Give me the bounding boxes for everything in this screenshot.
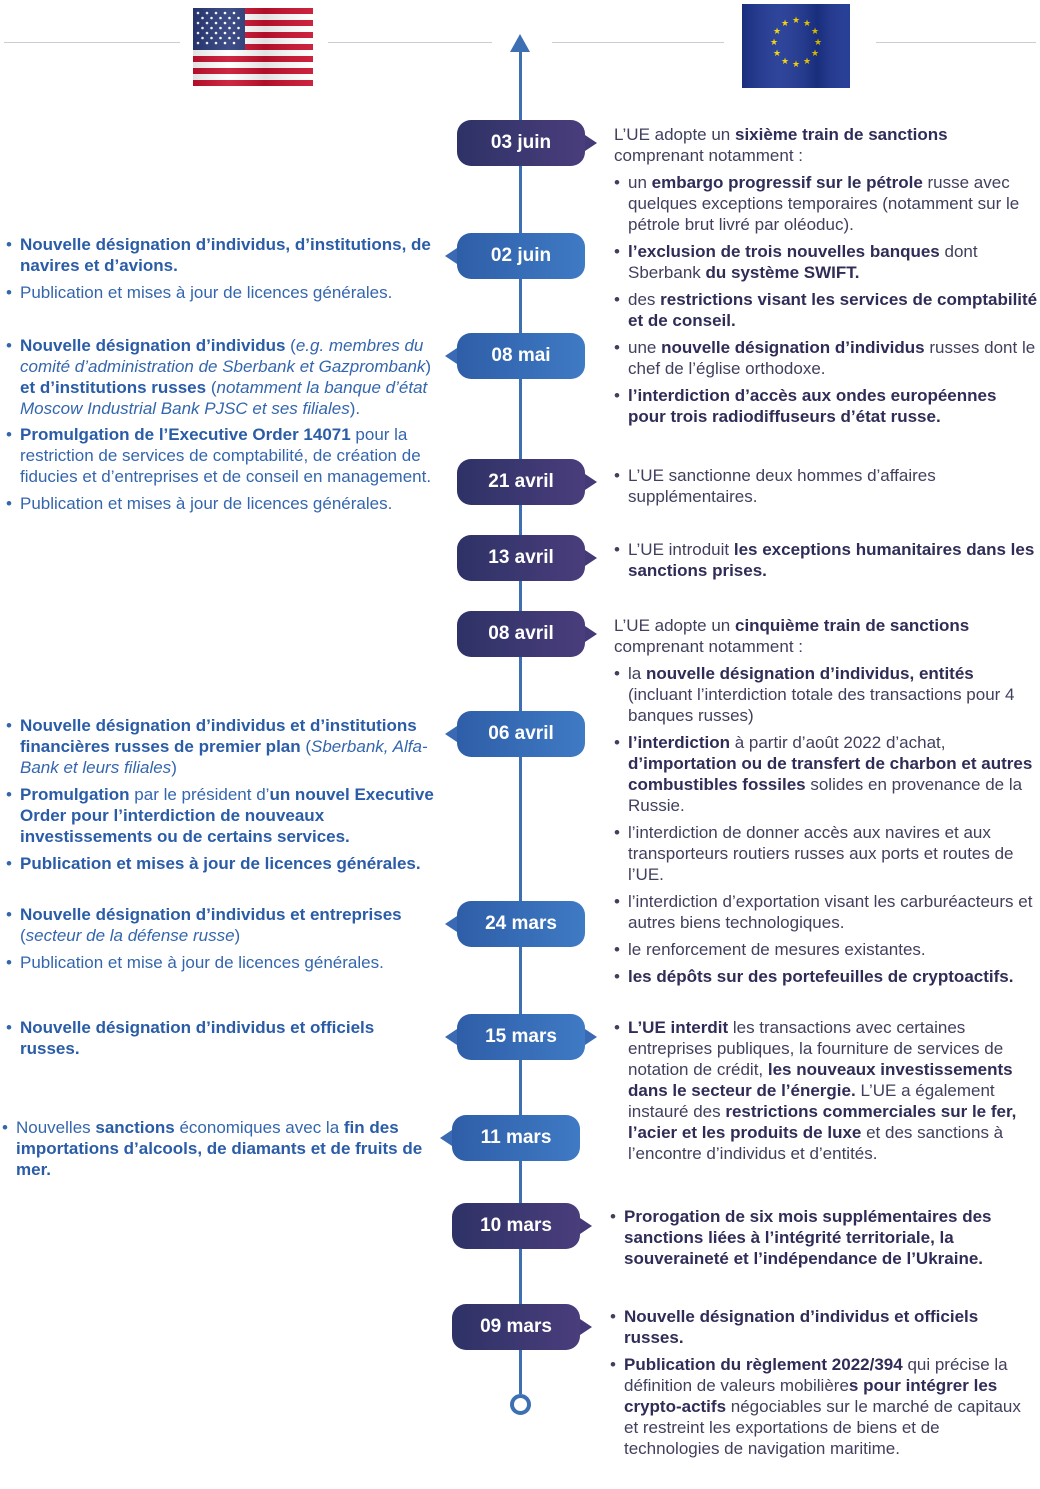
- bullet-item: • l’interdiction d’exportation visant les carburéacteurs et autres biens technologiques.: [614, 891, 1038, 933]
- date-label: 21 avril: [488, 471, 554, 492]
- date-label: 24 mars: [485, 913, 557, 934]
- bullet-item: • l’interdiction d’accès aux ondes européennes pour trois radiodiffuseurs d’état russe.: [614, 385, 1038, 427]
- eu-block-09-mars: [610, 1306, 1034, 1465]
- bullet-item: • Nouvelle désignation d’individus, d’institutions, de navires et d’avions.: [6, 234, 438, 276]
- date-label: 03 juin: [490, 132, 552, 153]
- date-pill-08-avril: [457, 611, 585, 657]
- pointer-left-icon: [445, 1029, 457, 1045]
- date-pill-10-mars: [452, 1203, 580, 1249]
- date-pill-08-mai: [457, 333, 585, 379]
- date-pill-21-avril: [457, 459, 585, 505]
- bullet-item: • L’UE sanctionne deux hommes d’affaires supplémentaires.: [614, 465, 1034, 507]
- date-pill-06-avril: [457, 711, 585, 757]
- bullet-item: • le renforcement de mesures existantes.: [614, 939, 1038, 960]
- date-label: 15 mars: [485, 1026, 557, 1047]
- timeline-arrow-up-icon: [510, 34, 530, 52]
- pointer-right-icon: [585, 135, 597, 151]
- date-pill-09-mars: [452, 1304, 580, 1350]
- bullet-item: • Nouvelle désignation d’individus et officiels russes.: [610, 1306, 1034, 1348]
- date-label: 08 mai: [491, 345, 551, 366]
- bullet-item: • Prorogation de six mois supplémentaires des sanctions liées à l’intégrité territoriale, la souveraineté et l’indépendance de l’Ukraine.: [610, 1206, 1034, 1269]
- us-flag-icon: [193, 8, 313, 86]
- bullet-item: • une nouvelle désignation d’individus russes dont le chef de l’église orthodoxe.: [614, 337, 1038, 379]
- date-pill-15-mars: [457, 1014, 585, 1060]
- bullet-item: • l’interdiction à partir d’août 2022 d’achat, d’importation ou de transfert de charbon et autres combustibles fossiles solides en provenance de la Russie.: [614, 732, 1038, 816]
- pointer-right-icon: [580, 1319, 592, 1335]
- pointer-right-icon: [580, 1218, 592, 1234]
- pointer-right-icon: [585, 626, 597, 642]
- eu-block-15-mars: [614, 1017, 1038, 1170]
- date-pill-02-juin: [457, 233, 585, 279]
- bullet-item: • Publication et mises à jour de licences générales.: [6, 853, 438, 874]
- us-block-11-mars: [2, 1117, 434, 1186]
- us-block-15-mars: [6, 1017, 438, 1065]
- bullet-item: • Nouvelle désignation d’individus (e.g. membres du comité d’administration de Sberbank et Gazprombank) et d’institutions russes (notamment la banque d’état Moscow Industrial Bank PJSC et ses filiales).: [6, 335, 438, 419]
- header-divider-left-2: [328, 42, 492, 43]
- pointer-right-icon: [585, 474, 597, 490]
- bullet-item: • les dépôts sur des portefeuilles de cryptoactifs.: [614, 966, 1038, 987]
- date-pill-11-mars: [452, 1115, 580, 1161]
- header-divider-right-2: [876, 42, 1036, 43]
- date-label: 06 avril: [488, 723, 554, 744]
- date-label: 02 juin: [490, 245, 552, 266]
- date-label: 11 mars: [480, 1127, 552, 1148]
- bullet-item: • des restrictions visant les services de comptabilité et de conseil.: [614, 289, 1038, 331]
- eu-block-13-avril: [614, 539, 1038, 587]
- bullet-item: • Nouvelles sanctions économiques avec la fin des importations d’alcools, de diamants et de fruits de mer.: [2, 1117, 434, 1180]
- bullet-item: • Publication et mise à jour de licences générales.: [6, 952, 438, 973]
- date-pill-03-juin: [457, 120, 585, 166]
- pointer-left-icon: [445, 248, 457, 264]
- header-divider-right-1: [552, 42, 724, 43]
- bullet-item: • la nouvelle désignation d’individus, entités (incluant l’interdiction totale des transactions pour 4 banques russes): [614, 663, 1038, 726]
- bullet-item: • L’UE introduit les exceptions humanitaires dans les sanctions prises.: [614, 539, 1038, 581]
- bullet-item: • Publication et mises à jour de licences générales.: [6, 493, 438, 514]
- header-divider-left-1: [4, 42, 180, 43]
- date-pill-24-mars: [457, 901, 585, 947]
- intro-text: L’UE adopte un sixième train de sanctions comprenant notamment :: [614, 125, 948, 165]
- date-label: 10 mars: [480, 1215, 552, 1236]
- date-label: 13 avril: [488, 547, 554, 568]
- bullet-item: • Promulgation de l’Executive Order 14071 pour la restriction de services de comptabilité, de création de fiducies et d’entreprises et de conseil en management.: [6, 424, 438, 487]
- bullet-item: • Publication du règlement 2022/394 qui précise la définition de valeurs mobilières pour intégrer les crypto-actifs négociables sur le marché de capitaux et restreint les exportations de biens et de technologies de navigation maritime.: [610, 1354, 1034, 1459]
- date-label: 08 avril: [488, 623, 554, 644]
- eu-block-08-avril: [614, 615, 1038, 993]
- pointer-left-icon: [440, 1130, 452, 1146]
- bullet-item: • un embargo progressif sur le pétrole russe avec quelques exceptions temporaires (notamment sur le pétrole brut livré par oléoduc).: [614, 172, 1038, 235]
- eu-block-21-avril: [614, 465, 1034, 513]
- us-block-02-juin: [6, 234, 438, 309]
- bullet-item: • Nouvelle désignation d’individus et entreprises (secteur de la défense russe): [6, 904, 438, 946]
- pointer-right-icon: [585, 1029, 597, 1045]
- bullet-item: • L’UE interdit les transactions avec certaines entreprises publiques, la fourniture de services de notation de crédit, les nouveaux investissements dans le secteur de l’énergie. L’UE a également instauré des restrictions commerciales sur le fer, l’acier et les produits de luxe et des sanctions à l’encontre d’individus et d’entités.: [614, 1017, 1038, 1164]
- eu-block-10-mars: [610, 1206, 1034, 1275]
- bullet-item: • l’exclusion de trois nouvelles banques dont Sberbank du système SWIFT.: [614, 241, 1038, 283]
- eu-block-03-juin: [614, 124, 1038, 433]
- us-block-24-mars: [6, 904, 438, 979]
- timeline-end-circle-icon: [510, 1394, 531, 1415]
- bullet-item: • Publication et mises à jour de licences générales.: [6, 282, 438, 303]
- us-block-06-avril: [6, 715, 438, 880]
- pointer-right-icon: [585, 550, 597, 566]
- us-block-08-mai: [6, 335, 438, 520]
- date-label: 09 mars: [480, 1316, 552, 1337]
- pointer-left-icon: [445, 916, 457, 932]
- date-pill-13-avril: [457, 535, 585, 581]
- pointer-left-icon: [445, 348, 457, 364]
- bullet-item: • Promulgation par le président d’un nouvel Executive Order pour l’interdiction de nouveaux investissements ou de certains services.: [6, 784, 438, 847]
- pointer-left-icon: [445, 726, 457, 742]
- bullet-item: • Nouvelle désignation d’individus et officiels russes.: [6, 1017, 438, 1059]
- eu-flag-icon: [742, 4, 850, 88]
- intro-text: L’UE adopte un cinquième train de sanctions comprenant notamment :: [614, 616, 970, 656]
- bullet-item: • Nouvelle désignation d’individus et d’institutions financières russes de premier plan (Sberbank, Alfa-Bank et leurs filiales): [6, 715, 438, 778]
- bullet-item: • l’interdiction de donner accès aux navires et aux transporteurs routiers russes aux ports et routes de l’UE.: [614, 822, 1038, 885]
